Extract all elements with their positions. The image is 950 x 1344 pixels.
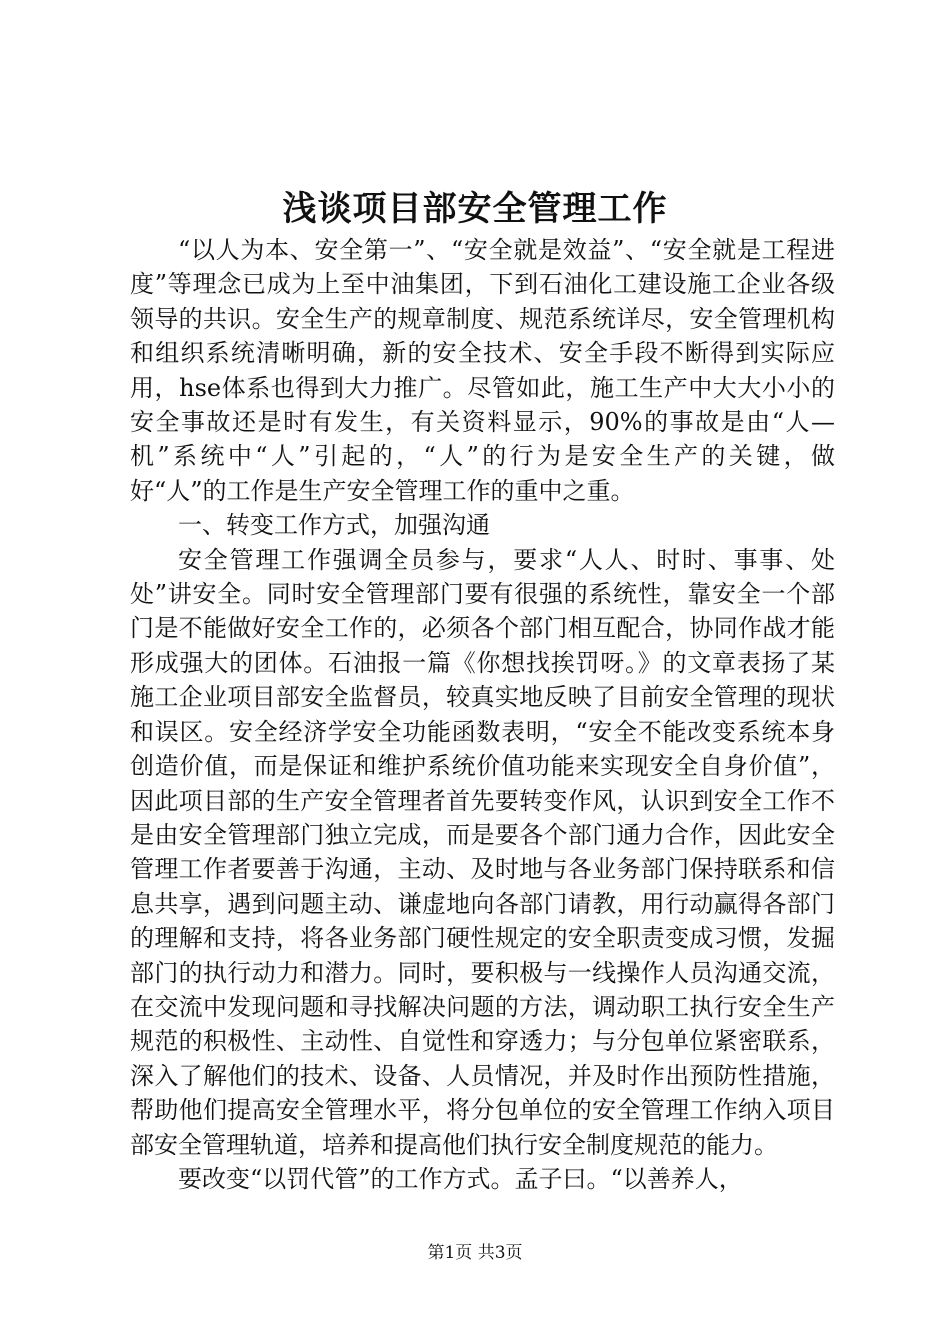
document-body (130, 233, 835, 1196)
paragraph-intro: “以人为本、安全第一”、“安全就是效益”、“安全就是工程进度”等理念已成为上至中油集团，下到石油化工建设施工企业各级领导的共识。安全生产的规章制度、规范系统详尽，安全管理机构和组织系统清晰明确，新的安全技术、安全手段不断得到实际应用，hse体系也得到大力推广。尽管如此，施工生产中大大小小的安全事故还是时有发生，有关资料显示，90%的事故是由“人—机”系统中“人”引起的，“人”的行为是安全生产的关键，做好“人”的工作是生产安全管理工作的重中之重。 (130, 236, 835, 505)
paragraph-section-1: 安全管理工作强调全员参与，要求“人人、时时、事事、处处”讲安全。同时安全管理部门要有很强的系统性，靠安全一个部门是不能做好安全工作的，必须各个部门相互配合，协同作战才能形成强大的团体。石油报一篇《你想找挨罚呀。》的文章表扬了某施工企业项目部安全监督员，较真实地反映了目前安全管理的现状和误区。安全经济学安全功能函数表明，“安全不能改变系统本身创造价值，而是保证和维护系统价值功能来实现安全自身价值”，因此项目部的生产安全管理者首先要转变作风，认识到安全工作不是由安全管理部门独立完成，而是要各个部门通力合作，因此安全管理工作者要善于沟通，主动、及时地与各业务部门保持联系和信息共享，遇到问题主动、谦虚地向各部门请教，用行动赢得各部门的理解和支持，将各业务部门硬性规定的安全职责变成习惯，发掘部门的执行动力和潜力。同时，要积极与一线操作人员沟通交流，在交流中发现问题和寻找解决问题的方法，调动职工执行安全生产规范的积极性、主动性、自觉性和穿透力；与分包单位紧密联系，深入了解他们的技术、设备、人员情况，并及时作出预防性措施，帮助他们提高安全管理水平，将分包单位的安全管理工作纳入项目部安全管理轨道，培养和提高他们执行安全制度规范的能力。 (130, 545, 835, 1159)
page-number-footer: 第1页 共3页 (427, 1243, 523, 1263)
section-heading-1: 一、转变工作方式，加强沟通 (178, 511, 490, 540)
paragraph-continued: 要改变“以罚代管”的工作方式。孟子曰。“以善养人， (178, 1164, 743, 1193)
document-title: 浅谈项目部安全管理工作 (282, 189, 668, 229)
